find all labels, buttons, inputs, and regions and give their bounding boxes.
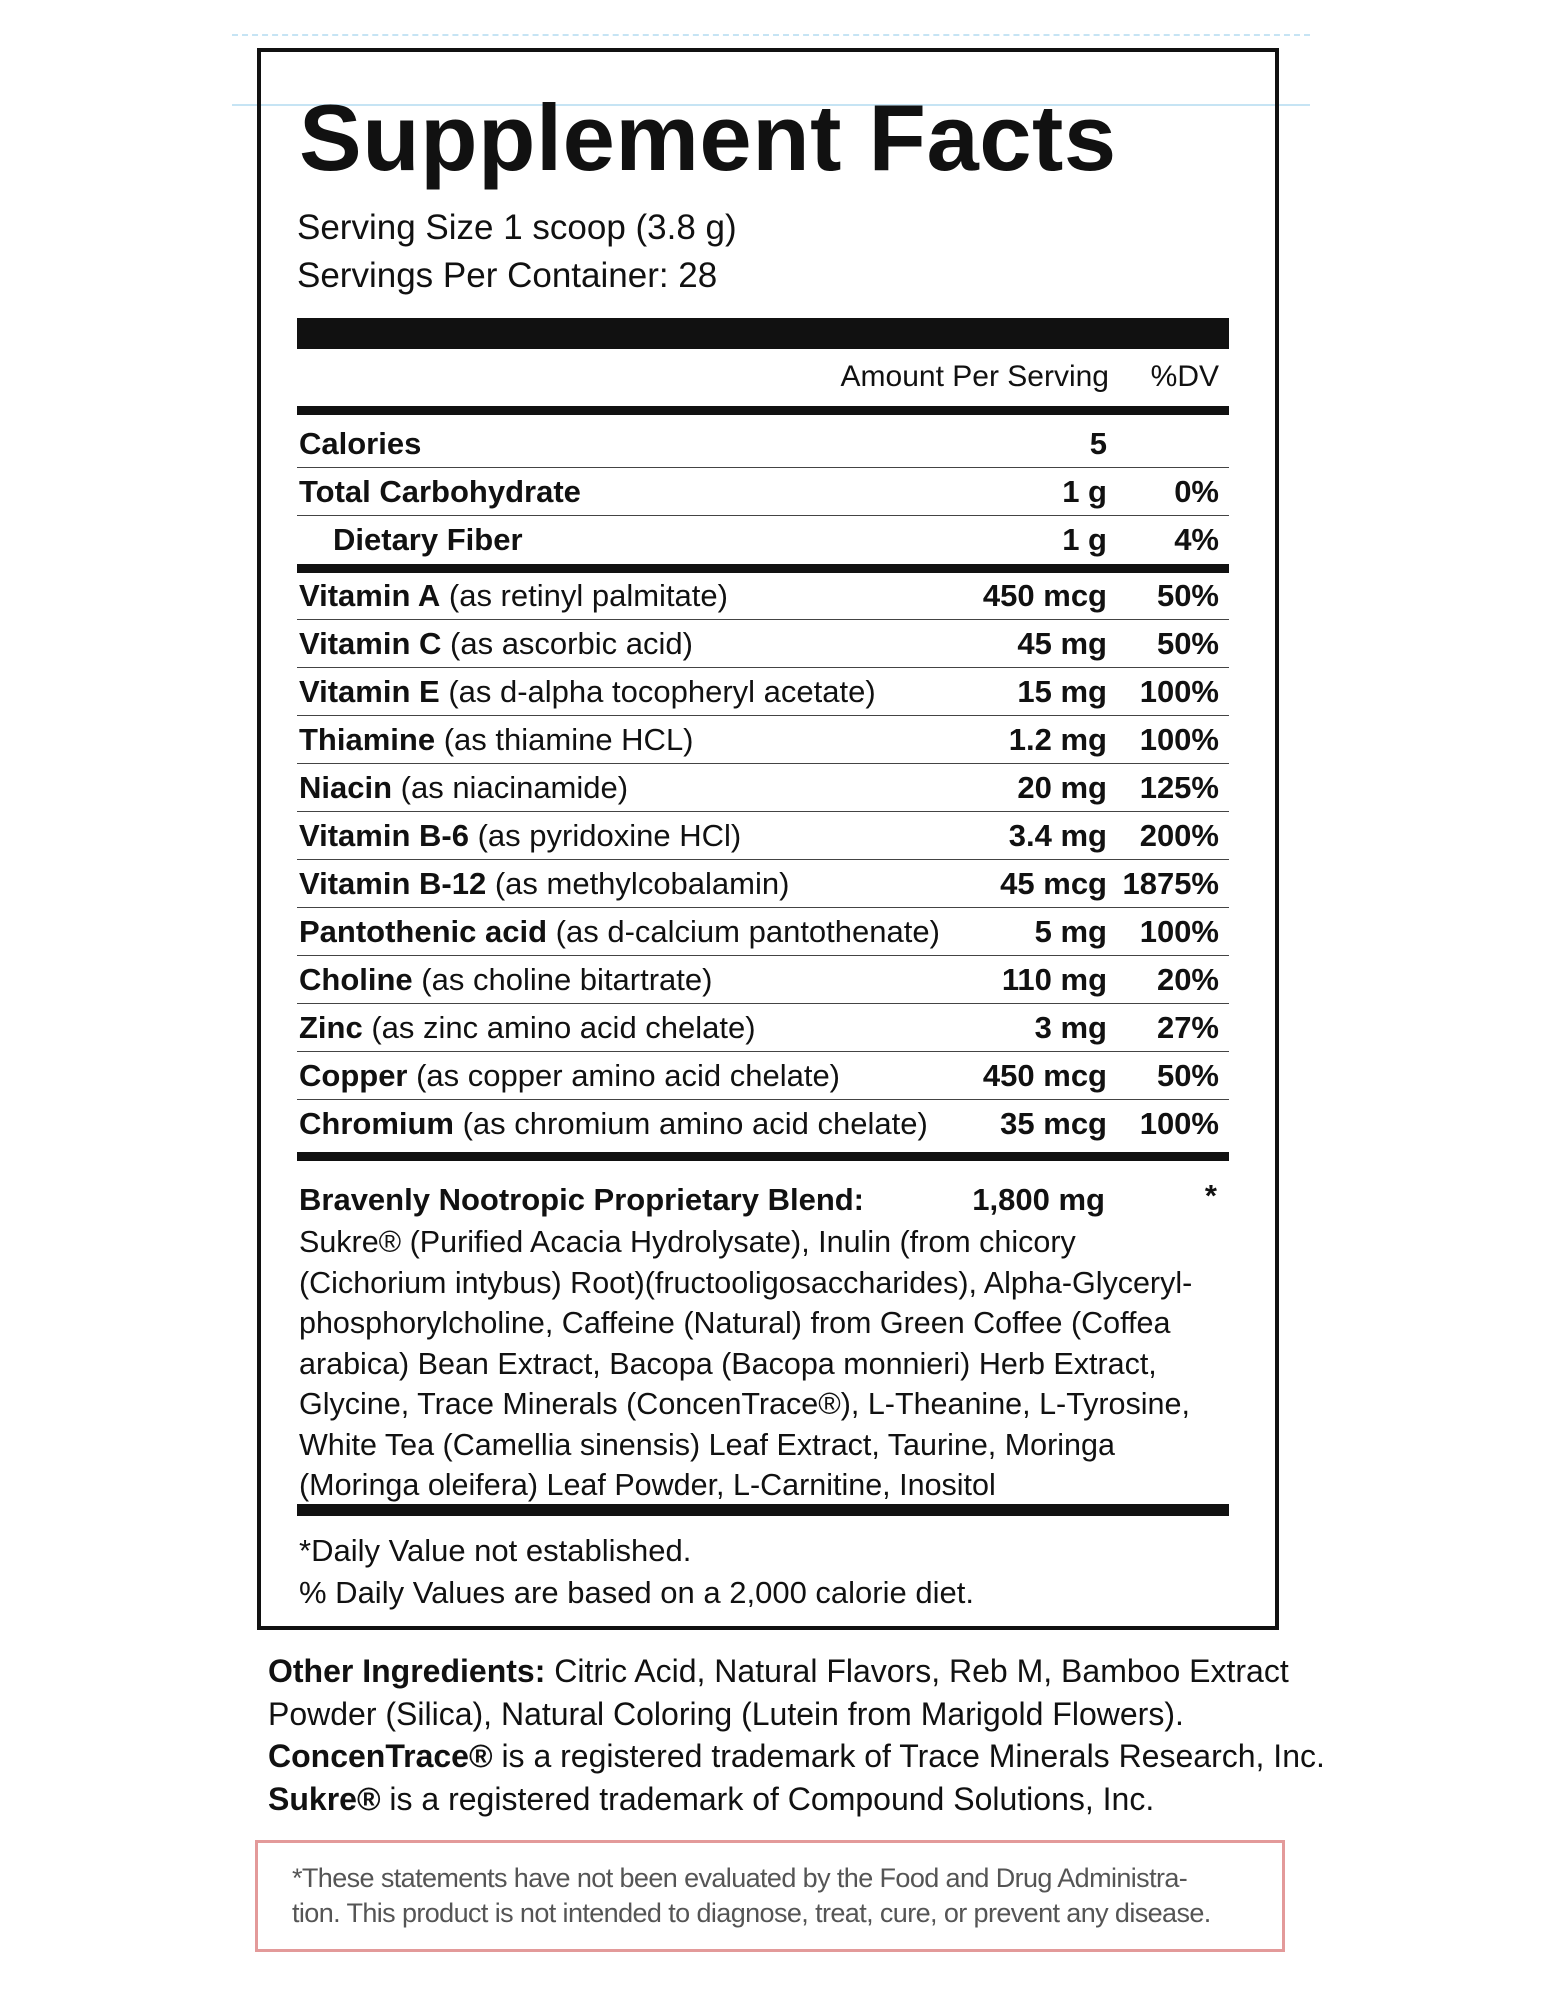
nutrient-row-vitamin-a [297, 572, 1229, 620]
other-ingredients-line: Powder (Silica), Natural Coloring (Lutein from Marigold Flowers). [268, 1695, 1184, 1732]
nutrient-dv: 4% [1174, 522, 1219, 557]
nutrient-amount: 3 mg [1034, 1010, 1107, 1045]
blend-dv: * [1204, 1178, 1217, 1213]
nutrient-label: Vitamin A [299, 578, 441, 613]
trademark-name: Sukre® [268, 1780, 381, 1817]
trademark-name: ConcenTrace® [268, 1738, 493, 1774]
nutrient-row-dietary-fiber [297, 516, 1229, 564]
nutrient-label: Calories [299, 426, 422, 461]
nutrient-amount: 45 mg [1017, 626, 1107, 661]
blend-header [299, 1178, 1227, 1222]
nutrient-source: (as d-calcium pantothenate) [547, 914, 940, 949]
nutrient-source: (as zinc amino acid chelate) [362, 1010, 756, 1045]
nutrient-dv: 50% [1156, 626, 1219, 661]
servings-per-container: Servings Per Container: 28 [297, 256, 718, 295]
guide-line-dashed [232, 34, 1310, 36]
disclaimer-line: *These statements have not been evaluated by the Food and Drug Administra- [292, 1863, 1188, 1893]
nutrient-dv: 50% [1156, 1058, 1219, 1093]
nutrient-amount: 35 mcg [1000, 1106, 1107, 1141]
column-header [297, 360, 1229, 404]
nutrient-name [299, 572, 728, 620]
nutrient-row-vitamin-e [297, 668, 1229, 716]
nutrient-name [333, 516, 523, 564]
nutrient-source: (as retinyl palmitate) [440, 578, 728, 613]
nutrient-label: Copper [299, 1058, 408, 1093]
nutrient-source: (as d-alpha tocopheryl acetate) [439, 674, 876, 709]
blend-line: (Cichorium intybus) Root)(fructooligosaccharides), Alpha-Glyceryl- [299, 1265, 1193, 1300]
nutrient-label: Pantothenic acid [299, 914, 548, 949]
nutrient-label: Niacin [299, 770, 393, 805]
panel-footnotes [299, 1530, 974, 1614]
nutrient-label: Zinc [299, 1010, 363, 1045]
nutrient-label: Thiamine [299, 722, 436, 757]
vitamin-divider [297, 1152, 1229, 1161]
nutrient-source: (as copper amino acid chelate) [407, 1058, 841, 1093]
nutrient-label: Vitamin C [299, 626, 442, 661]
nutrient-row-thiamine [297, 716, 1229, 764]
nutrient-label: Dietary Fiber [333, 522, 523, 557]
nutrient-dv: 1875% [1122, 866, 1219, 901]
nutrient-amount: 1 g [1062, 522, 1107, 557]
nutrient-row-vitamin-b6 [297, 812, 1229, 860]
trademark-sukre [268, 1778, 1308, 1821]
blend-line: phosphorylcholine, Caffeine (Natural) from Green Coffee (Coffea [299, 1306, 1171, 1340]
nutrient-row-calories [297, 420, 1229, 468]
nutrient-dv: 27% [1156, 1010, 1219, 1045]
nutrient-label: Vitamin B-12 [299, 866, 487, 901]
nutrient-source: (as pyridoxine HCl) [468, 818, 742, 853]
nutrient-dv: 100% [1139, 1106, 1219, 1141]
serving-info [297, 204, 737, 300]
nutrient-dv: 100% [1139, 914, 1219, 949]
nutrient-name [299, 908, 940, 956]
nutrient-dv: 200% [1139, 818, 1219, 853]
trademark-text: is a registered trademark of Trace Minerals Research, Inc. [492, 1738, 1325, 1774]
nutrient-label: Total Carbohydrate [299, 474, 581, 509]
other-ingredients-line [268, 1650, 1308, 1693]
nutrient-name [299, 668, 876, 716]
nutrient-name [299, 1004, 756, 1052]
nutrient-dv: 125% [1139, 770, 1219, 805]
nutrient-row-niacin [297, 764, 1229, 812]
panel-title: Supplement Facts [299, 85, 1117, 190]
nutrient-row-zinc [297, 1004, 1229, 1052]
nutrient-label: Choline [299, 962, 413, 997]
nutrient-name [299, 860, 789, 908]
blend-name: Bravenly Nootropic Proprietary Blend: [299, 1182, 865, 1217]
nutrient-name [299, 468, 581, 516]
nutrient-name [299, 716, 694, 764]
dv-basis: % Daily Values are based on a 2,000 calorie diet. [299, 1575, 974, 1610]
nutrient-amount: 450 mcg [982, 578, 1107, 613]
nutrient-row-copper [297, 1052, 1229, 1100]
nutrient-amount: 20 mg [1017, 770, 1107, 805]
blend-line: (Moringa oleifera) Leaf Powder, L-Carnitine, Inositol [299, 1468, 996, 1502]
nutrient-name [299, 764, 628, 812]
nutrient-amount: 1 g [1062, 474, 1107, 509]
nutrient-label: Chromium [299, 1106, 454, 1141]
nutrient-dv: 50% [1156, 578, 1219, 613]
nutrient-dv: 20% [1156, 962, 1219, 997]
header-dv: %DV [1150, 360, 1219, 393]
nutrient-name [299, 1052, 840, 1100]
nutrient-row-chromium [297, 1100, 1229, 1148]
supplement-facts-panel [257, 48, 1279, 1630]
nutrient-row-vitamin-b12 [297, 860, 1229, 908]
nutrient-dv: 0% [1174, 474, 1219, 509]
trademark-concentrace [268, 1735, 1325, 1778]
nutrient-name [299, 1100, 928, 1148]
serving-size: Serving Size 1 scoop (3.8 g) [297, 208, 737, 247]
nutrient-source: (as methylcobalamin) [486, 866, 790, 901]
blend-amount: 1,800 mg [972, 1182, 1105, 1217]
nutrient-dv: 100% [1139, 722, 1219, 757]
nutrient-source: (as niacinamide) [392, 770, 629, 805]
blend-divider [297, 1504, 1229, 1516]
thick-divider [297, 318, 1229, 349]
nutrient-name [299, 620, 693, 668]
nutrient-name [299, 420, 421, 468]
nutrient-label: Vitamin E [299, 674, 440, 709]
dv-not-established: *Daily Value not established. [299, 1533, 692, 1568]
nutrient-amount: 450 mcg [982, 1058, 1107, 1093]
other-ingredients-label: Other Ingredients: [268, 1653, 546, 1689]
nutrient-amount: 5 [1089, 426, 1107, 461]
other-ingredients [268, 1650, 1325, 1820]
trademark-text: is a registered trademark of Compound Solutions, Inc. [380, 1780, 1155, 1817]
blend-line: Glycine, Trace Minerals (ConcenTrace®), L-Theanine, L-Tyrosine, [299, 1387, 1190, 1421]
nutrient-amount: 1.2 mg [1008, 722, 1107, 757]
header-amount: Amount Per Serving [840, 360, 1109, 393]
header-divider [297, 406, 1229, 415]
nutrient-source: (as thiamine HCL) [435, 722, 694, 757]
nutrient-row-pantothenic-acid [297, 908, 1229, 956]
blend-line: Sukre® (Purified Acacia Hydrolysate), Inulin (from chicory [299, 1225, 1076, 1259]
fda-disclaimer [255, 1840, 1285, 1952]
nutrient-amount: 45 mcg [1000, 866, 1107, 901]
nutrient-amount: 3.4 mg [1008, 818, 1107, 853]
blend-line: arabica) Bean Extract, Bacopa (Bacopa monnieri) Herb Extract, [299, 1346, 1157, 1381]
blend-ingredients [299, 1222, 1209, 1506]
nutrient-amount: 15 mg [1017, 674, 1107, 709]
nutrient-source: (as ascorbic acid) [441, 626, 693, 661]
nutrient-source: (as choline bitartrate) [412, 962, 713, 997]
nutrient-label: Vitamin B-6 [299, 818, 469, 853]
blend-line: White Tea (Camellia sinensis) Leaf Extract, Taurine, Moringa [299, 1427, 1115, 1462]
nutrient-row-vitamin-c [297, 620, 1229, 668]
nutrient-row-choline [297, 956, 1229, 1004]
nutrient-row-total-carbohydrate [297, 468, 1229, 516]
nutrient-amount: 5 mg [1034, 914, 1107, 949]
nutrient-amount: 110 mg [1001, 962, 1107, 997]
nutrient-name [299, 812, 741, 860]
other-ingredients-text: Citric Acid, Natural Flavors, Reb M, Bamboo Extract [545, 1653, 1289, 1689]
nutrient-source: (as chromium amino acid chelate) [454, 1106, 928, 1141]
nutrient-dv: 100% [1139, 674, 1219, 709]
nutrient-name [299, 956, 712, 1004]
disclaimer-line: tion. This product is not intended to diagnose, treat, cure, or prevent any disease. [292, 1898, 1211, 1928]
